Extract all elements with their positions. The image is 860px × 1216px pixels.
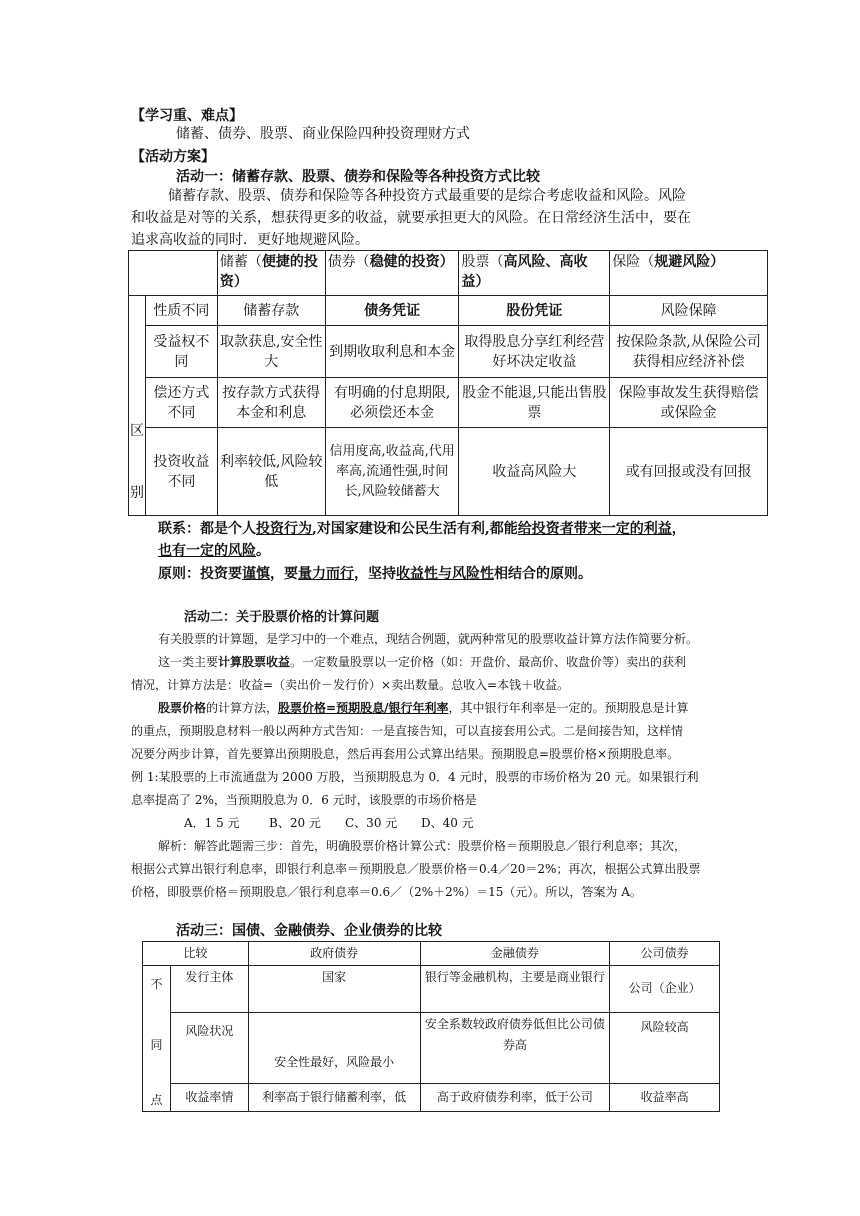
activity2-title: 活动二：关于股票价格的计算问题 bbox=[184, 610, 380, 625]
table-cell: 储蓄存款 bbox=[217, 296, 325, 326]
table-cell: 按存款方式获得本金和利息 bbox=[217, 378, 325, 428]
header-compare: 比较 bbox=[143, 942, 249, 966]
row-label: 投资收益不同 bbox=[145, 428, 217, 516]
table-row bbox=[143, 1084, 720, 1112]
table-cell: 取款获息,安全性大 bbox=[217, 326, 325, 378]
table-row bbox=[129, 428, 768, 516]
table-cell: 风险保障 bbox=[610, 296, 768, 326]
header-bonds: 债券（稳健的投资） bbox=[325, 251, 459, 296]
analysis-line: 解析：解答此题需三步：首先，明确股票价格计算公式：股票价格＝预期股息／银行利息率；其次， bbox=[158, 839, 687, 853]
row-label: 受益权不同 bbox=[145, 326, 217, 378]
header-stocks: 股票（高风险、高收益） bbox=[459, 251, 610, 296]
analysis-line: 价格，即股票价格＝预期股息／银行利息率＝0.6／（2%＋2%）＝15（元）。所以，答案为 A。 bbox=[131, 885, 642, 899]
table-cell: 有明确的付息期限,必须偿还本金 bbox=[325, 378, 459, 428]
header-savings: 储蓄（便捷的投资） bbox=[217, 251, 325, 296]
option-b: B、20 元 bbox=[269, 816, 321, 830]
activity2-line: 股票价格的计算方法，股票价格=预期股息/银行年利率，其中银行年利率是一定的。预期股息是计算 bbox=[158, 701, 689, 715]
table-cell: 利率较低,风险较低 bbox=[217, 428, 325, 516]
table-row bbox=[129, 326, 768, 378]
activity2-line: 情况，计算方法是：收益=（卖出价－发行价）×卖出数量。总收入=本钱＋收益。 bbox=[131, 678, 570, 692]
table-cell: 到期收取利息和本金 bbox=[325, 326, 459, 378]
header-financial-bonds: 金融债券 bbox=[420, 942, 610, 966]
connection-line2: 也有一定的风险。 bbox=[158, 543, 270, 559]
section-activity-plan: 【活动方案】 bbox=[131, 149, 215, 165]
analysis-line: 根据公式算出银行利息率，即银行利息率＝预期股息／股票价格＝0.4／20＝2%；再次，根据公式算出股票 bbox=[131, 862, 701, 876]
table-cell: 国家 bbox=[248, 966, 420, 1013]
option-a: A．1 5 元 bbox=[184, 816, 240, 830]
table-corner-cell bbox=[129, 251, 218, 296]
table-row bbox=[129, 378, 768, 428]
group-label-difference: 区 别 bbox=[129, 296, 146, 516]
activity2-line: 有关股票的计算题，是学习中的一个难点，现结合例题，就两种常见的股票收益计算方法作简要分析。 bbox=[158, 632, 699, 646]
table-cell: 安全系数较政府债券低但比公司债券高 bbox=[420, 1012, 610, 1084]
table-cell: 安全性最好，风险最小 bbox=[248, 1012, 420, 1084]
table-cell: 信用度高,收益高,代用率高,流通性强,时间长,风险较储蓄大 bbox=[325, 428, 459, 516]
table-cell: 或有回报或没有回报 bbox=[610, 428, 768, 516]
connection-line1: 联系：都是个人投资行为,对国家建设和公民生活有利,都能给投资者带来一定的利益， bbox=[158, 521, 686, 537]
option-c: C、30 元 bbox=[345, 816, 398, 830]
table-cell: 高于政府债券利率，低于公司 bbox=[420, 1084, 610, 1112]
example1-question: 例 1:某股票的上市流通盘为 2000 万股，当预期股息为 0．4 元时，股票的市场价格为 20 元。如果银行利 bbox=[131, 770, 699, 784]
row-label: 风险状况 bbox=[170, 1012, 248, 1084]
example1-question: 息率提高了 2%，当预期股息为 0．6 元时，该股票的市场价格是 bbox=[131, 793, 477, 807]
row-label: 性质不同 bbox=[145, 296, 217, 326]
activity1-paragraph-line1: 储蓄存款、股票、债券和保险等各种投资方式最重要的是综合考虑收益和风险。风险 bbox=[168, 188, 686, 204]
table-cell: 债务凭证 bbox=[325, 296, 459, 326]
activity3-title: 活动三：国债、金融债券、企业债券的比较 bbox=[176, 923, 442, 939]
table-row bbox=[129, 296, 768, 326]
investment-comparison-table bbox=[128, 250, 768, 516]
table-cell: 股份凭证 bbox=[459, 296, 610, 326]
group-label-differences: 不 同 点 bbox=[143, 966, 171, 1112]
activity1-title: 活动一：储蓄存款、股票、债券和保险等各种投资方式比较 bbox=[176, 169, 540, 185]
activity1-paragraph-line2: 和收益是对等的关系，想获得更多的收益，就要承担更大的风险。在日常经济生活中，要在 bbox=[131, 210, 691, 226]
table-cell: 利率高于银行储蓄利率，低 bbox=[248, 1084, 420, 1112]
table-header-row bbox=[129, 251, 768, 296]
table-cell: 公司（企业） bbox=[610, 966, 720, 1013]
section-key-points: 【学习重、难点】 bbox=[131, 108, 243, 124]
table-cell: 保险事故发生获得赔偿或保险金 bbox=[610, 378, 768, 428]
row-label: 偿还方式不同 bbox=[145, 378, 217, 428]
table-cell: 收益高风险大 bbox=[459, 428, 610, 516]
header-government-bonds: 政府债券 bbox=[248, 942, 420, 966]
header-insurance: 保险（规避风险） bbox=[610, 251, 768, 296]
principle-line: 原则：投资要谨慎，要量力而行，坚持收益性与风险性相结合的原则。 bbox=[158, 566, 592, 582]
activity1-paragraph-line3: 追求高收益的同时．更好地规避风险。 bbox=[131, 232, 369, 248]
row-label: 发行主体 bbox=[170, 966, 248, 1013]
table-cell: 银行等金融机构，主要是商业银行 bbox=[420, 966, 610, 1013]
option-d: D、40 元 bbox=[421, 816, 474, 830]
table-cell: 收益率高 bbox=[610, 1084, 720, 1112]
activity2-line: 况要分两步计算，首先要算出预期股息，然后再套用公式算出结果。预期股息=股票价格×预期股息率。 bbox=[131, 747, 680, 761]
bond-comparison-table bbox=[142, 941, 720, 1112]
header-corporate-bonds: 公司债券 bbox=[610, 942, 720, 966]
table-row bbox=[143, 1012, 720, 1084]
table-cell: 按保险条款,从保险公司获得相应经济补偿 bbox=[610, 326, 768, 378]
row-label: 收益率情 bbox=[170, 1084, 248, 1112]
key-points-text: 储蓄、债券、股票、商业保险四种投资理财方式 bbox=[176, 126, 470, 142]
activity2-line: 的重点，预期股息材料一般以两种方式告知：一是直接告知，可以直接套用公式。二是间接告知，这样情 bbox=[131, 724, 684, 738]
activity2-line: 这一类主要计算股票收益。一定数量股票以一定价格（如：开盘价、最高价、收盘价等）卖出的获利 bbox=[158, 655, 687, 669]
table-header-row bbox=[143, 942, 720, 966]
table-row bbox=[143, 966, 720, 1013]
table-cell: 风险较高 bbox=[610, 1012, 720, 1084]
table-cell: 取得股息分享红利经营好坏决定收益 bbox=[459, 326, 610, 378]
table-cell: 股金不能退,只能出售股票 bbox=[459, 378, 610, 428]
